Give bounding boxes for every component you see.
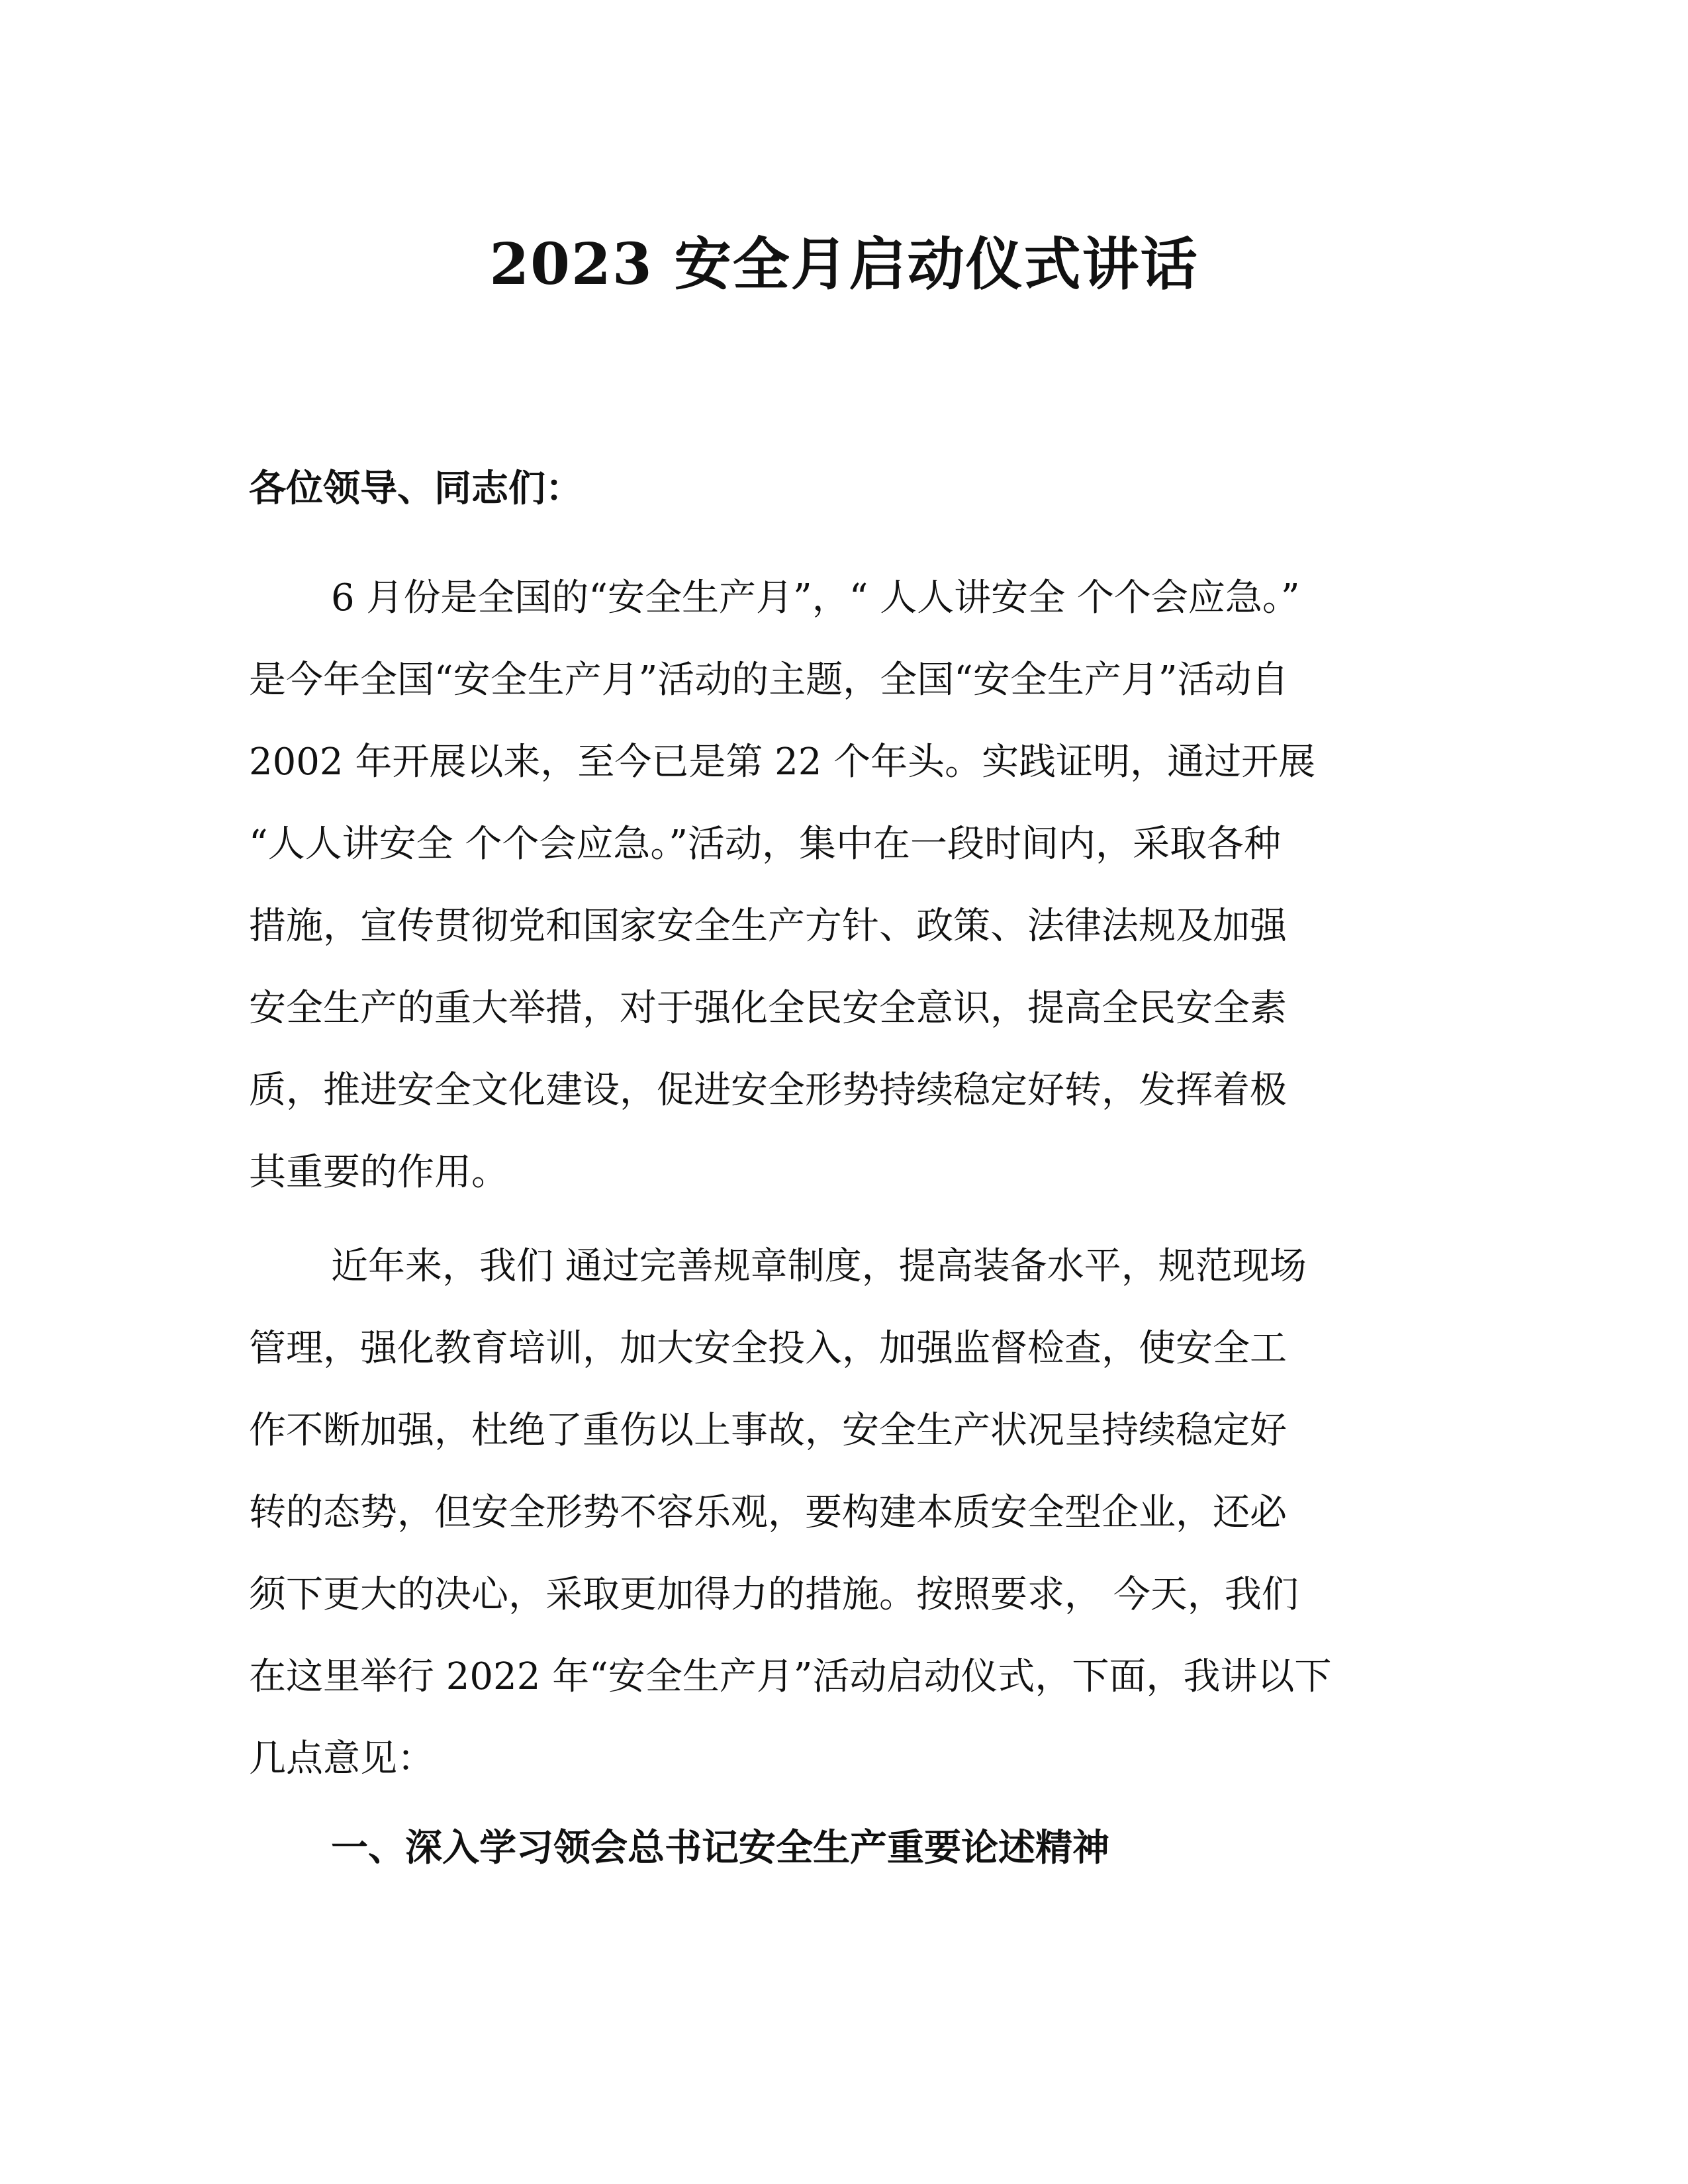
paragraph-line: 6 月份是全国的“安全生产月”，“ 人人讲安全 个个会应急。” <box>331 576 1300 619</box>
paragraph-2 <box>249 1226 1440 1800</box>
paragraph-line: 质，推进安全文化建设，促进安全形势持续稳定好转，发挥着极 <box>249 1069 1287 1112</box>
paragraph-line: 其重要的作用。 <box>249 1151 508 1194</box>
document-title: 2023 安全月启动仪式讲话 <box>489 231 1199 298</box>
paragraph-line: 是今年全国“安全生产月”活动的主题，全国“安全生产月”活动自 <box>249 659 1289 702</box>
paragraph-1 <box>249 557 1440 1214</box>
paragraph-line: 作不断加强，杜绝了重伤以上事故，安全生产状况呈持续稳定好 <box>249 1409 1287 1452</box>
paragraph-line: 转的态势，但安全形势不容乐观，要构建本质安全型企业，还必 <box>249 1491 1287 1534</box>
paragraph-line: 在这里举行 2022 年“安全生产月”活动启动仪式，下面，我讲以下 <box>249 1655 1332 1698</box>
salutation: 各位领导、同志们： <box>249 467 583 510</box>
paragraph-line: 几点意见： <box>249 1737 434 1780</box>
paragraph-line: 安全生产的重大举措，对于强化全民安全意识，提高全民安全素 <box>249 987 1287 1030</box>
paragraph-line: 管理，强化教育培训，加大安全投入，加强监督检查，使安全工 <box>249 1327 1287 1370</box>
paragraph-line: 措施，宣传贯彻党和国家安全生产方针、政策、法律法规及加强 <box>249 905 1287 948</box>
section-heading-1: 一、深入学习领会总书记安全生产重要论述精神 <box>331 1826 1109 1870</box>
paragraph-line: 须下更大的决心，采取更加得力的措施。按照要求， 今天，我们 <box>249 1573 1299 1616</box>
paragraph-line: 近年来，我们 通过完善规章制度，提高装备水平，规范现场 <box>331 1245 1307 1288</box>
paragraph-line: 2002 年开展以来，至今已是第 22 个年头。实践证明，通过开展 <box>249 741 1316 784</box>
paragraph-line: “人人讲安全 个个会应急。”活动，集中在一段时间内，采取各种 <box>249 823 1282 866</box>
